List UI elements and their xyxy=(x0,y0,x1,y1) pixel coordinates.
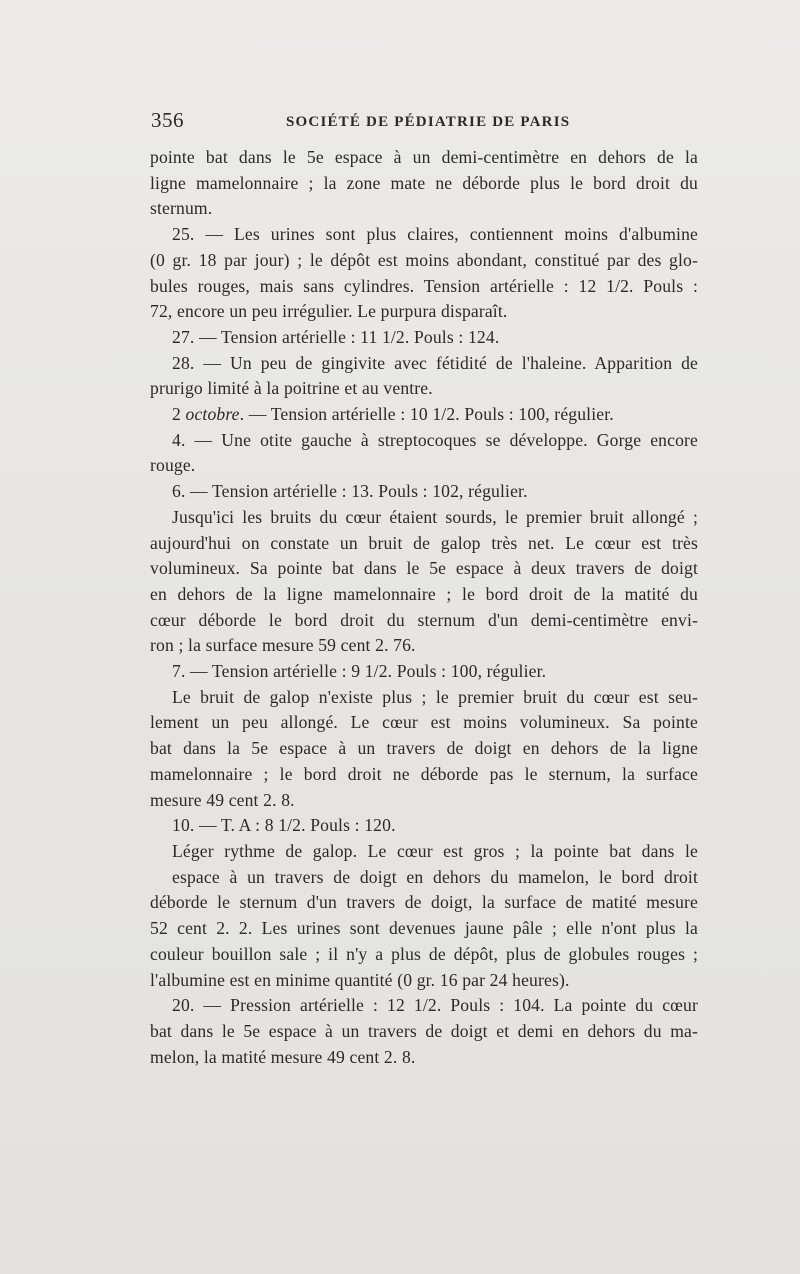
text-line: 6. — Tension artérielle : 13. Pouls : 102, régulier. xyxy=(172,481,528,502)
text-line: 72, encore un peu irrégulier. Le purpura disparaît. xyxy=(150,301,508,322)
date-entry: . — Tension artérielle : 10 1/2. Pouls : 100, régulier. xyxy=(239,404,614,425)
text-line: prurigo limité à la poitrine et au ventre. xyxy=(150,378,433,399)
text-line: lement un peu allongé. Le cœur est moins volumineux. Sa pointe xyxy=(150,712,698,733)
text-line: bat dans la 5e espace à un travers de doigt en dehors de la ligne xyxy=(150,738,698,759)
text-line: 20. — Pression artérielle : 12 1/2. Pouls : 104. La pointe du cœur xyxy=(172,995,698,1016)
text-line: l'albumine est en minime quantité (0 gr. 16 par 24 heures). xyxy=(150,969,570,990)
text-line: Léger rythme de galop. Le cœur est gros ; la pointe bat dans le xyxy=(172,840,698,861)
page-number: 356 xyxy=(151,108,184,132)
running-title: SOCIÉTÉ DE PÉDIATRIE DE PARIS xyxy=(286,114,571,130)
date-month: octobre xyxy=(185,404,240,425)
text-line: aujourd'hui on constate un bruit de galop très net. Le cœur est très xyxy=(150,532,698,553)
text-line: melon, la matité mesure 49 cent 2. 8. xyxy=(150,1046,416,1067)
date-day: 2 xyxy=(172,404,186,425)
text-line: 25. — Les urines sont plus claires, contiennent moins d'albumine xyxy=(172,224,698,245)
text-line: Jusqu'ici les bruits du cœur étaient sourds, le premier bruit allongé ; xyxy=(172,506,698,527)
text-line: Le bruit de galop n'existe plus ; le premier bruit du cœur est seu- xyxy=(172,686,698,707)
text-line: volumineux. Sa pointe bat dans le 5e espace à deux travers de doigt xyxy=(150,558,698,579)
text-line xyxy=(150,402,698,428)
text-line: bules rouges, mais sans cylindres. Tension artérielle : 12 1/2. Pouls : xyxy=(150,275,698,296)
text-line: 28. — Un peu de gingivite avec fétidité de l'haleine. Apparition de xyxy=(172,352,698,373)
page-header xyxy=(151,108,701,142)
text-line: 10. — T. A : 8 1/2. Pouls : 120. xyxy=(172,815,396,836)
text-line: 4. — Une otite gauche à streptocoques se développe. Gorge encore xyxy=(172,429,698,450)
text-line: (0 gr. 18 par jour) ; le dépôt est moins abondant, constitué par des glo- xyxy=(150,249,698,270)
text-line: 7. — Tension artérielle : 9 1/2. Pouls : 100, régulier. xyxy=(172,661,547,682)
text-line: ligne mamelonnaire ; la zone mate ne déborde plus le bord droit du xyxy=(150,172,698,193)
text-line: cœur déborde le bord droit du sternum d'un demi-centimètre envi- xyxy=(150,609,698,630)
text-line: espace à un travers de doigt en dehors du mamelon, le bord droit xyxy=(172,866,698,887)
text-line: 52 cent 2. 2. Les urines sont devenues jaune pâle ; elle n'ont plus la xyxy=(150,918,698,939)
text-line: rouge. xyxy=(150,455,196,476)
text-line: ron ; la surface mesure 59 cent 2. 76. xyxy=(150,635,416,656)
text-line: bat dans le 5e espace à un travers de doigt et demi en dehors du ma- xyxy=(150,1020,698,1041)
text-line: déborde le sternum d'un travers de doigt, la surface de matité mesure xyxy=(150,892,698,913)
text-line: en dehors de la ligne mamelonnaire ; le bord droit de la matité du xyxy=(150,583,698,604)
text-line: 27. — Tension artérielle : 11 1/2. Pouls : 124. xyxy=(172,326,500,347)
text-line: sternum. xyxy=(150,198,213,219)
text-line: mamelonnaire ; le bord droit ne déborde pas le sternum, la surface xyxy=(150,763,698,784)
body-text xyxy=(150,145,698,1070)
text-line: couleur bouillon sale ; il n'y a plus de dépôt, plus de globules rouges ; xyxy=(150,943,698,964)
text-line: pointe bat dans le 5e espace à un demi-centimètre en dehors de la xyxy=(150,147,698,167)
text-line: mesure 49 cent 2. 8. xyxy=(150,789,295,810)
